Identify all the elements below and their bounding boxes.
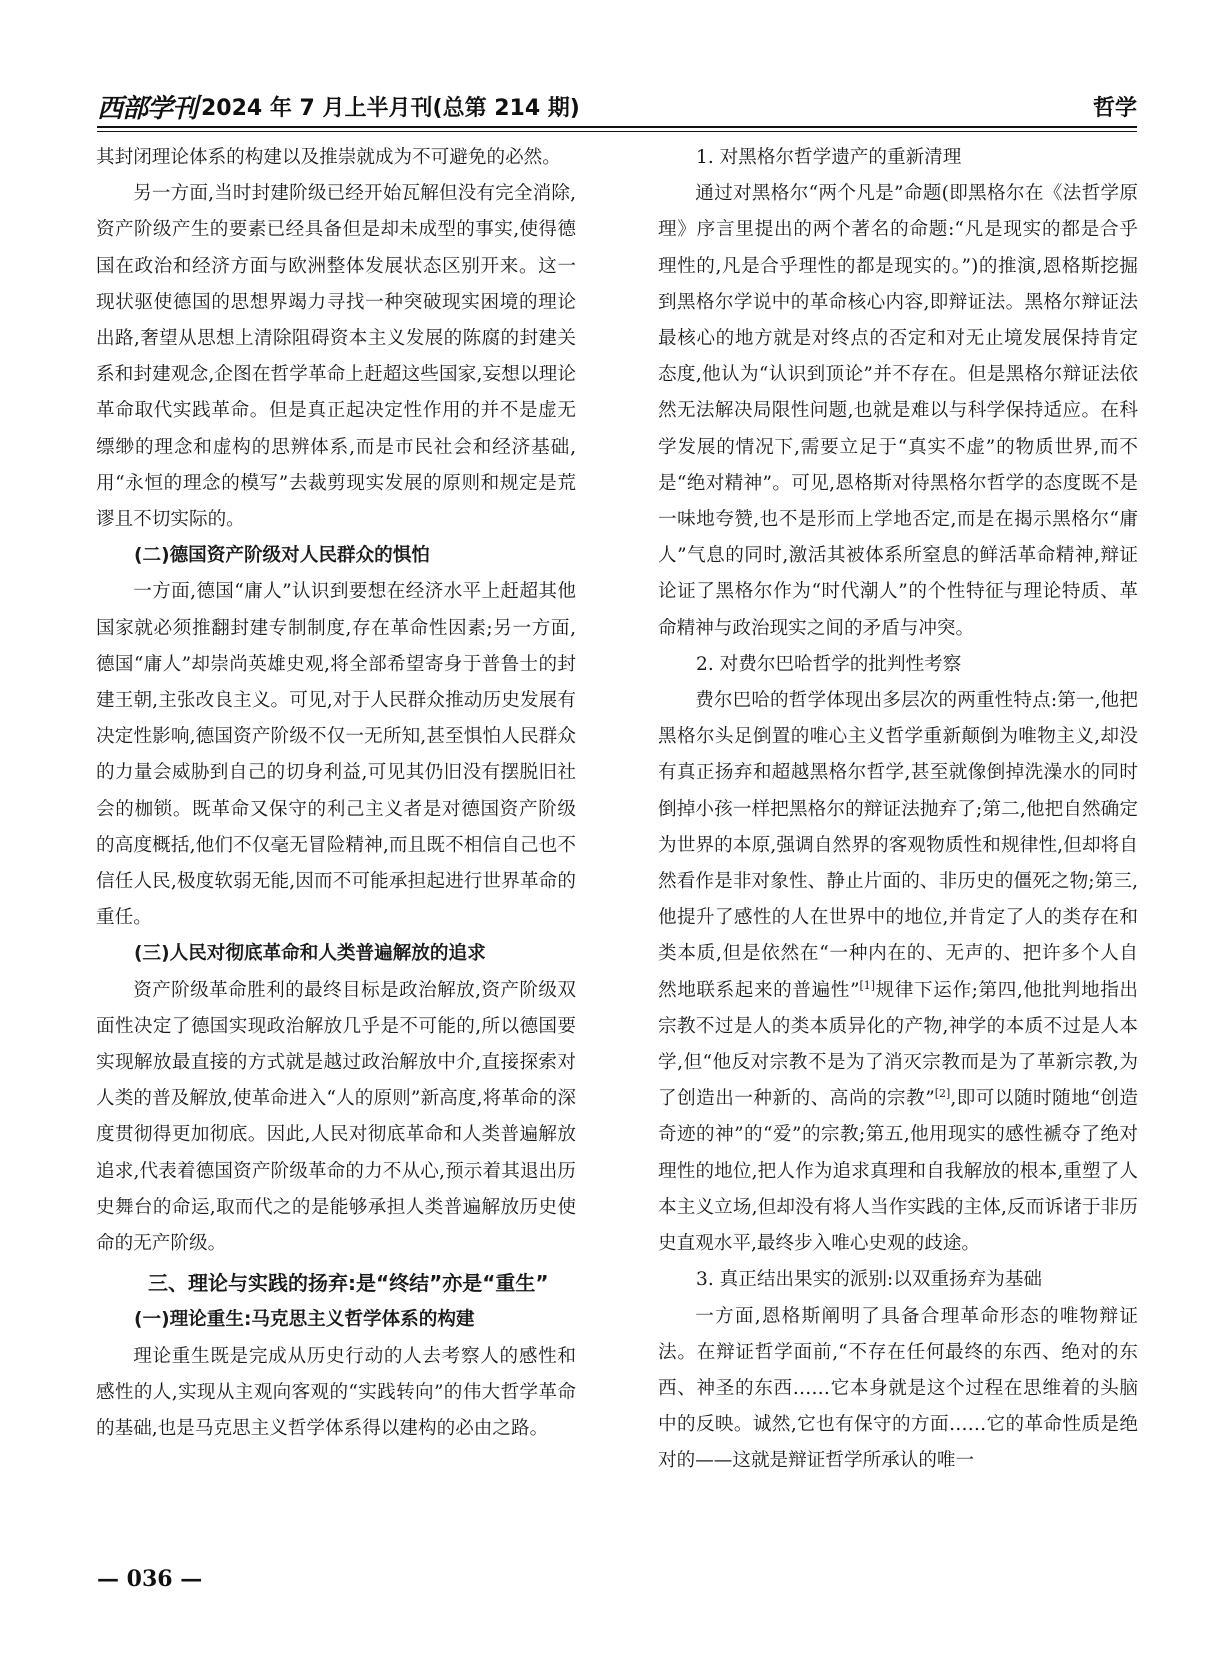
header-rule <box>97 126 1137 128</box>
subsection-heading: (二)德国资产阶级对人民群众的惧怕 <box>134 545 430 567</box>
header-rule-thin <box>97 131 1137 132</box>
sub-subsection-heading: 2. 对费尔巴哈哲学的批判性考察 <box>696 653 962 675</box>
paragraph: 理论重生既是完成从历史行动的人去考察人的感性和感性的人,实现从主观向客观的“实践转向”的伟大哲学革命的基础,也是马克思主义哲学体系得以建构的必由之路。 <box>96 1345 576 1439</box>
journal-logo: 西部学刊 <box>97 94 198 124</box>
left-column <box>96 140 576 1447</box>
paragraph: 一方面,恩格斯阐明了具备合理革命形态的唯物辩证法。在辩证哲学面前,“不存在任何最终的东西、绝对的东西、神圣的东西……它本身就是这个过程在思维着的头脑中的反映。诚然,它也有保守的方面……它的革命性质是绝对的——这就是辩证哲学所承认的唯一 <box>658 1305 1138 1472</box>
paragraph: 通过对黑格尔“两个凡是”命题(即黑格尔在《法哲学原理》序言里提出的两个著名的命题:“凡是现实的都是合乎理性的,凡是合乎理性的都是现实的。”)的推演,恩格斯挖掘到黑格尔学说中的革命核心内容,即辩证法。黑格尔辩证法最核心的地方就是对终点的否定和对无止境发展保持肯定态度,他认为“认识到顶论”并不存在。但是黑格尔辩证法依然无法解决局限性问题,也就是难以与科学保持适应。在科学发展的情况下,需要立足于“真实不虚”的物质世界,而不是“绝对精神”。可见,恩格斯对待黑格尔哲学的态度既不是一味地夸赞,也不是形而上学地否定,而是在揭示黑格尔“庸人”气息的同时,激活其被体系所窒息的鲜活革命精神,辩证论证了黑格尔作为“时代潮人”的个性特征与理论特质、革命精神与政治现实之间的矛盾与冲突。 <box>658 183 1138 639</box>
running-header <box>97 84 1137 124</box>
citation-ref: [2] <box>934 1087 951 1101</box>
sub-subsection-heading: 1. 对黑格尔哲学遗产的重新清理 <box>696 147 962 168</box>
paragraph-text: 规律下运作;第四,他批判地指出宗教不过是人的类本质异化的产物,神学的本质不过是人本学,但“他反对宗教不是为了消灭宗教而是为了革新宗教,为了创造出一种新的、高尚的宗教” <box>658 979 1138 1110</box>
paragraph: 另一方面,当时封建阶级已经开始瓦解但没有完全消除,资产阶级产生的要素已经具备但是却未成型的事实,使得德国在政治和经济方面与欧洲整体发展状态区别开来。这一现状驱使德国的思想界竭力寻找一种突破现实困境的理论出路,奢望从思想上清除阻碍资本主义发展的陈腐的封建关系和封建观念,企图在哲学革命上赶超这些国家,妄想以理论革命取代实践革命。但是真正起决定性作用的并不是虚无缥缈的理念和虚构的思辨体系,而是市民社会和经济基础,用“永恒的理念的模写”去裁剪现实发展的原则和规定是荒谬且不切实际的。 <box>96 183 576 531</box>
paragraph-text: 费尔巴哈的哲学体现出多层次的两重性特点:第一,他把黑格尔头足倒置的唯心主义哲学重新颠倒为唯物主义,却没有真正扬弃和超越黑格尔哲学,甚至就像倒掉洗澡水的同时倒掉小孩一样把黑格尔的辩证法抛弃了;第二,他把自然确定为世界的本原,强调自然界的客观物质性和规律性,但却将自然看作是非对象性、静止片面的、非历史的僵死之物;第三,他提升了感性的人在世界中的地位,并肯定了人的类存在和类本质,但是依然在“一种内在的、无声的、把许多个人自然地联系起来的普遍性” <box>658 690 1138 1001</box>
right-column <box>658 140 1138 1480</box>
section-label: 哲学 <box>1092 96 1137 121</box>
subsection-heading: (三)人民对彻底革命和人类普遍解放的追求 <box>134 943 486 965</box>
sub-subsection-heading: 3. 真正结出果实的派别:以双重扬弃为基础 <box>696 1269 1043 1291</box>
paragraph <box>658 683 1138 1262</box>
subsection-heading: (一)理论重生:马克思主义哲学体系的构建 <box>134 1309 475 1331</box>
page-number: — 036 — <box>97 1566 203 1592</box>
paragraph: 其封闭理论体系的构建以及推崇就成为不可避免的必然。 <box>96 147 561 168</box>
paragraph: 一方面,德国“庸人”认识到要想在经济水平上赶超其他国家就必须推翻封建专制制度,存在革命性因素;另一方面,德国“庸人”却崇尚英雄史观,将全部希望寄身于普鲁士的封建王朝,主张改良主义。可见,对于人民群众推动历史发展有决定性影响,德国资产阶级不仅一无所知,甚至惧怕人民群众的力量会威胁到自己的切身利益,可见其仍旧没有摆脱旧社会的枷锁。既革命又保守的利己主义者是对德国资产阶级的高度概括,他们不仅毫无冒险精神,而且既不相信自己也不信任人民,极度软弱无能,因而不可能承担起进行世界革命的重任。 <box>96 581 576 929</box>
paragraph-text: ,即可以随时随地“创造奇迹的神”的“爱”的宗教;第五,他用现实的感性褫夺了绝对理性的地位,把人作为追求真理和自我解放的根本,重塑了人本主义立场,但却没有将人当作实践的主体,反而诉诸于非历史直观水平,最终步入唯心史观的歧途。 <box>658 1088 1138 1255</box>
issue-info: 2024 年 7 月上半月刊(总第 214 期) <box>201 96 580 121</box>
paragraph: 资产阶级革命胜利的最终目标是政治解放,资产阶级双面性决定了德国实现政治解放几乎是不可能的,所以德国要实现解放最直接的方式就是越过政治解放中介,直接探索对人类的普及解放,使革命进入“人的原则”新高度,将革命的深度贯彻得更加彻底。因此,人民对彻底革命和人类普遍解放追求,代表着德国资产阶级革命的力不从心,预示着其退出历史舞台的命运,取而代之的是能够承担人类普遍解放历史使命的无产阶级。 <box>96 979 576 1255</box>
citation-ref: [1] <box>859 978 876 992</box>
section-heading: 三、理论与实践的扬弃:是“终结”亦是“重生” <box>148 1271 549 1296</box>
